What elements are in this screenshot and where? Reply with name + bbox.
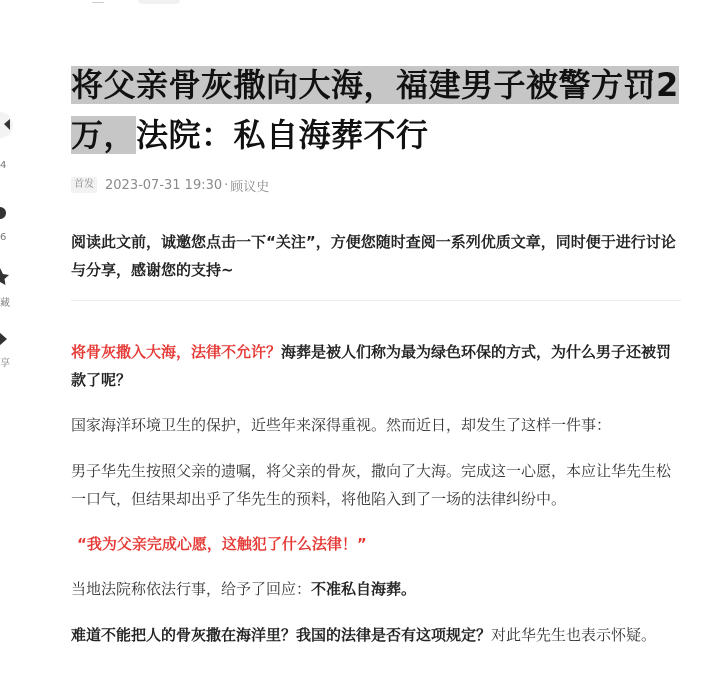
- like-action[interactable]: [0, 112, 14, 171]
- paragraph-3: 男子华先生按照父亲的遗嘱，将父亲的骨灰，撒向了大海。完成这一心愿，本应让华先生松一口气，但结果却出乎了华先生的预料，将他陷入到了一场的法律纠纷中。: [71, 462, 672, 508]
- publish-datetime: 2023-07-31 19:30: [105, 177, 223, 193]
- paragraph-5-text: 当地法院称依法行事，给予了回应：: [71, 580, 312, 598]
- paragraph-1-red-text: 将骨灰撒入大海，法律不允许？: [71, 343, 282, 361]
- top-nav-button-remnant[interactable]: [138, 0, 180, 4]
- paragraph-5: [71, 575, 683, 603]
- paragraph-6: [71, 621, 683, 649]
- article-meta: [71, 175, 683, 195]
- collect-label: 藏: [0, 298, 10, 309]
- article: [71, 60, 683, 649]
- comment-count: 6: [0, 232, 7, 243]
- paragraph-6-text: 对此华先生也表示怀疑。: [491, 626, 657, 644]
- comment-icon: [0, 200, 13, 226]
- paragraph-5-bold-text: 不准私自海葬。: [311, 580, 417, 598]
- article-title: [71, 60, 683, 160]
- like-count: 4: [0, 160, 7, 171]
- paragraph-1-text: 海葬是被人们称为最为绿色环保的方式，为什么男子还被罚款了呢？: [71, 343, 672, 389]
- lead-paragraph: 阅读此文前，诚邀您点击一下“关注”，方便您随时查阅一系列优质文章，同时便于进行讨论与分享，感谢您的支持~: [71, 233, 676, 279]
- original-badge: 首发: [71, 177, 97, 193]
- share-action[interactable]: [0, 326, 14, 369]
- divider: [71, 300, 681, 301]
- star-icon: [0, 264, 13, 290]
- paragraph-1: [71, 338, 683, 394]
- comment-action[interactable]: [0, 200, 14, 243]
- meta-separator: ·: [224, 177, 229, 193]
- paragraph-2: 国家海洋环境卫生的保护，近些年来深得重视。然而近日，却发生了这样一件事：: [71, 416, 612, 434]
- thumbs-up-icon: [0, 112, 13, 138]
- quote-paragraph: “我为父亲完成心愿，这触犯了什么法律！”: [77, 535, 367, 553]
- title-highlighted-text: 将父亲骨灰撒向大海，福建男子被警方罚2万，: [71, 66, 679, 154]
- share-label: 享: [0, 358, 10, 369]
- collect-action[interactable]: [0, 264, 14, 309]
- title-rest-text: 法院：私自海葬不行: [136, 116, 429, 154]
- share-icon: [0, 326, 13, 352]
- paragraph-6-bold-text: 难道不能把人的骨灰撒在海洋里？我国的法律是否有这项规定？: [71, 626, 492, 644]
- author-name[interactable]: 顾议史: [230, 179, 270, 195]
- top-nav-remnant: [92, 0, 104, 3]
